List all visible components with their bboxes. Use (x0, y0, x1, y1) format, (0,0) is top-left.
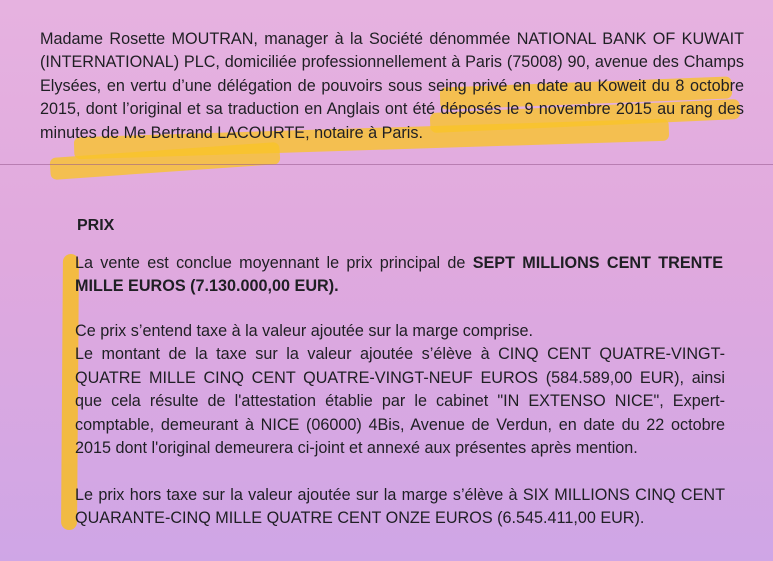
price-sentence: La vente est conclue moyennant le prix principal de (75, 254, 473, 272)
tax-amount-text: Le montant de la taxe sur la valeur ajoutée s’élève à CINQ CENT QUATRE-VINGT-QUATRE MILLE CINQ CENT QUATRE-VINGT-NEUF EUROS (584.589,00 EUR), ainsi que cela résulte de l'attestation établie par le cabinet "IN EXTENSO NICE", Expert-comptable, demeurant à NICE (06000) 4Bis, Avenue de Verdun, en date du 22 octobre 2015 dont l'original demeurera ci-joint et annexé aux présentes après mention. (75, 345, 725, 458)
tax-included-line: Ce prix s’entend taxe à la valeur ajoutée sur la marge comprise. (75, 322, 533, 340)
page-fold-line (0, 164, 773, 165)
net-price-paragraph: Le prix hors taxe sur la valeur ajoutée sur la marge s’élève à SIX MILLIONS CINQ CENT QUARANTE-CINQ MILLE QUATRE CENT ONZE EUROS (6.545.411,00 EUR). (75, 486, 725, 528)
price-amount: SEPT MILLIONS CENT TRENTE MILLE EUROS (7.130.000,00 EUR). (75, 254, 723, 296)
intro-paragraph: Madame Rosette MOUTRAN, manager à la Société dénommée NATIONAL BANK OF KUWAIT (INTERNATIONAL) PLC, domiciliée professionnellement à Paris (75008) 90, avenue des Champs Elysées, en vertu d’une délégation de pouvoirs sous seing privé en date au Koweit du 8 octobre 2015, dont l’original et sa traduction en Anglais ont été déposés le 9 novembre 2015 au rang des minutes de Me Bertrand LACOURTE, notaire à Paris. (40, 30, 744, 142)
tax-paragraph (75, 320, 725, 460)
section-title: PRIX (77, 217, 115, 234)
price-paragraph (75, 252, 723, 299)
